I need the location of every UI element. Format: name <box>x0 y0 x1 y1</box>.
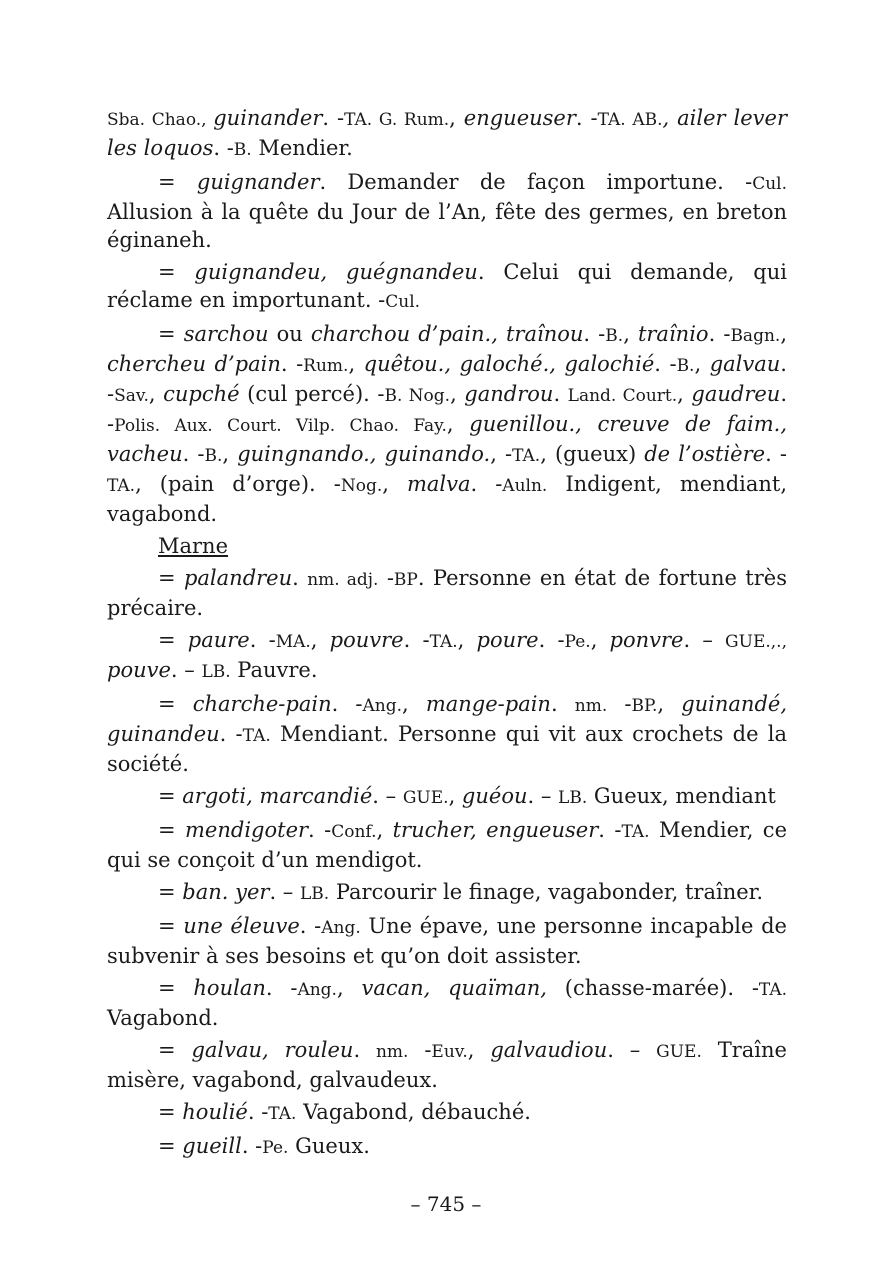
dialect-term: vacan, quaïman, <box>361 976 547 1000</box>
dialect-term: palandreu <box>183 566 293 590</box>
source-abbrev: Pe. <box>564 632 591 652</box>
text-run: . - <box>331 692 363 716</box>
source-abbrev: TA. AB. <box>597 110 663 130</box>
text-run: . Demander de façon importune. - <box>319 170 753 194</box>
text-run: Vagabond, débauché. <box>296 1100 531 1124</box>
text-run: = <box>158 260 195 284</box>
dialect-term: ban. yer <box>182 880 270 904</box>
text-run: . - <box>213 136 234 160</box>
dialect-term: guignander <box>196 170 320 194</box>
entry-paragraph <box>107 258 787 316</box>
dialect-term: galvau <box>709 352 781 376</box>
dialect-term: engueuser <box>463 106 576 130</box>
dialect-term: chercheu d’pain <box>107 352 281 376</box>
text-run: , <box>148 382 164 406</box>
text-run: , <box>336 976 362 1000</box>
source-abbrev: GUE. <box>402 788 449 808</box>
source-abbrev: GUE. <box>656 1042 702 1062</box>
source-abbrev: Polis. Aux. Court. Vilp. Chao. Fay. <box>114 416 447 436</box>
text-run: Pauvre. <box>230 658 318 682</box>
text-run: . - <box>765 442 787 466</box>
text-run: , <box>657 692 682 716</box>
text-run: . - <box>182 442 205 466</box>
text-run: = <box>158 784 183 808</box>
text-run: , <box>448 784 462 808</box>
text-run: , <box>694 352 710 376</box>
text-run: = <box>158 628 188 652</box>
text-run: Gueux, mendiant <box>587 784 776 808</box>
section-heading <box>107 532 787 560</box>
text-run: Marne <box>158 534 229 558</box>
dialect-term: charche-pain <box>192 692 332 716</box>
text-run: , <box>446 412 470 436</box>
text-run: . - <box>322 106 345 130</box>
source-abbrev: LB. <box>558 788 588 808</box>
page-body <box>107 104 787 1166</box>
dialect-term: malva <box>406 472 471 496</box>
text-run: ou <box>268 322 311 346</box>
source-abbrev: nm. adj. <box>307 570 379 590</box>
text-run: . – <box>683 628 726 652</box>
text-run: . <box>292 566 308 590</box>
source-abbrev: B. Nog. <box>384 386 451 406</box>
text-run: . – <box>170 658 202 682</box>
source-abbrev: TA. G. Rum. <box>344 110 450 130</box>
entry-paragraph <box>107 168 787 254</box>
source-abbrev: GUE.,., <box>725 632 787 652</box>
source-abbrev: TA. <box>621 822 650 842</box>
source-abbrev: Cul. <box>385 292 421 312</box>
dialect-term: trucher, engueuser <box>392 818 599 842</box>
text-run: Une épave, une personne incapable de subvenir à ses besoins et qu’on doit assister. <box>107 914 787 968</box>
text-run: . <box>550 692 575 716</box>
dialect-term: charchou d’pain., traînou <box>310 322 584 346</box>
text-run: Indigent, mendiant, vagabond. <box>107 472 788 526</box>
text-run: , <box>402 692 426 716</box>
text-run: = <box>158 818 186 842</box>
text-run: = <box>158 170 197 194</box>
dialect-term: guingnando., guinando. <box>237 442 491 466</box>
text-run: . - <box>308 818 332 842</box>
entry-paragraph <box>107 912 787 970</box>
text-run: . - <box>249 628 276 652</box>
text-run: . - <box>107 382 788 436</box>
dialect-term: galvau, rouleu <box>191 1038 354 1062</box>
source-abbrev: Land. Court. <box>567 386 678 406</box>
text-run: . - <box>470 472 503 496</box>
entry-paragraph <box>107 782 787 812</box>
text-run: . – <box>607 1038 657 1062</box>
entry-paragraph <box>107 104 787 164</box>
entry-paragraph <box>107 878 787 908</box>
text-run: Vagabond. <box>107 1006 219 1030</box>
entry-paragraph <box>107 320 787 528</box>
text-run: Mendier, ce qui se conçoit d’un mendigot. <box>107 818 787 872</box>
source-abbrev: TA. <box>512 446 541 466</box>
source-abbrev: B. <box>233 140 252 160</box>
text-run: , (gueux) <box>540 442 645 466</box>
source-abbrev: Ang. <box>297 980 337 1000</box>
text-run: = <box>158 914 184 938</box>
text-run: . <box>553 382 568 406</box>
entry-paragraph <box>107 1036 787 1094</box>
source-abbrev: Ang. <box>362 696 403 716</box>
entry-paragraph <box>107 564 787 622</box>
text-run: = <box>158 1038 192 1062</box>
text-run: . – <box>372 784 403 808</box>
text-run: = <box>158 1100 183 1124</box>
text-run: , <box>310 628 330 652</box>
entry-paragraph <box>107 690 787 778</box>
dialect-term: guinandé, guinandeu <box>107 692 788 746</box>
dialect-term: mange-pain <box>425 692 551 716</box>
text-run: . - <box>598 818 622 842</box>
text-run: . - <box>280 352 304 376</box>
text-run: . - <box>241 1134 263 1158</box>
text-run: - <box>408 1038 432 1062</box>
dialect-term: pouvre <box>329 628 404 652</box>
dialect-term: sarchou <box>183 322 269 346</box>
entry-paragraph <box>107 1132 787 1162</box>
dialect-term: de l’ostière <box>644 442 766 466</box>
dialect-term: guinander <box>213 106 323 130</box>
dialect-term: une éleuve <box>183 914 300 938</box>
source-abbrev: TA. <box>242 726 271 746</box>
text-run: . Personne en état de fortune très précaire. <box>107 566 787 620</box>
text-run: = <box>158 976 194 1000</box>
text-run: . - <box>219 722 243 746</box>
entry-paragraph <box>107 816 787 874</box>
text-run: = <box>158 692 193 716</box>
source-abbrev: Rum. <box>303 356 349 376</box>
text-run: , <box>348 352 364 376</box>
text-run: , <box>590 628 610 652</box>
dialect-term: houlan <box>193 976 266 1000</box>
text-run: Gueux. <box>288 1134 370 1158</box>
dialect-term: houlié <box>182 1100 248 1124</box>
text-run: , (pain d’orge). - <box>135 472 341 496</box>
text-run: , <box>449 106 464 130</box>
dialect-term: mendigoter <box>185 818 309 842</box>
text-run: , <box>780 322 787 346</box>
text-run: (chasse-marée). - <box>546 976 759 1000</box>
source-abbrev: MA. <box>275 632 311 652</box>
text-run: . – <box>269 880 300 904</box>
source-abbrev: LB. <box>201 662 231 682</box>
dialect-term: paure <box>187 628 250 652</box>
source-abbrev: Sba. Chao., <box>107 110 214 130</box>
source-abbrev: Bagn. <box>730 326 781 346</box>
dialect-term: argoti, marcandié <box>182 784 373 808</box>
source-abbrev: Ang. <box>321 918 361 938</box>
source-abbrev: nm. <box>375 1042 409 1062</box>
source-abbrev: BP. <box>631 696 658 716</box>
source-abbrev: TA. <box>429 632 458 652</box>
text-run: , <box>450 382 465 406</box>
text-run: - <box>378 566 394 590</box>
dialect-term: guignandeu, guégnandeu <box>194 260 478 284</box>
text-run: . - <box>299 914 322 938</box>
text-run: = <box>158 322 184 346</box>
text-run: = <box>158 566 184 590</box>
source-abbrev: Nog. <box>340 476 383 496</box>
entry-paragraph <box>107 974 787 1032</box>
source-abbrev: B. <box>676 356 695 376</box>
text-run: . - <box>107 352 787 406</box>
text-run: . - <box>654 352 677 376</box>
text-run: , <box>222 442 238 466</box>
dialect-term: cupché <box>163 382 240 406</box>
entry-paragraph <box>107 1098 787 1128</box>
source-abbrev: B. <box>605 326 624 346</box>
text-run: . - <box>265 976 298 1000</box>
text-run: . - <box>538 628 565 652</box>
text-run: (cul percé). - <box>239 382 385 406</box>
text-run: . - <box>583 322 606 346</box>
text-run: , <box>376 818 393 842</box>
text-run: Parcourir le finage, vagabonder, traîner. <box>329 880 764 904</box>
text-run: , <box>457 628 477 652</box>
source-abbrev: B. <box>204 446 223 466</box>
dialect-term: gueill <box>182 1134 242 1158</box>
dialect-term: pouve <box>107 658 171 682</box>
text-run: , <box>677 382 692 406</box>
text-run: , <box>382 472 407 496</box>
text-run: , - <box>490 442 513 466</box>
text-run: . <box>353 1038 376 1062</box>
text-run: = <box>158 1134 183 1158</box>
source-abbrev: Euv. <box>431 1042 468 1062</box>
dialect-term: guéou <box>461 784 528 808</box>
entry-paragraph <box>107 626 787 686</box>
text-run: Allusion à la quête du Jour de l’An, fête des germes, en breton éginaneh. <box>107 200 787 252</box>
dialect-term: quêtou., galoché., galochié <box>363 352 655 376</box>
dialect-term: poure <box>476 628 539 652</box>
text-run: = <box>158 880 183 904</box>
dialect-term: ponvre <box>609 628 684 652</box>
dialect-term: galvaudiou <box>490 1038 608 1062</box>
text-run: Mendiant. Personne qui vit aux crochets de la société. <box>107 722 788 776</box>
text-run: . - <box>403 628 430 652</box>
text-run: . - <box>247 1100 269 1124</box>
source-abbrev: LB. <box>299 884 330 904</box>
text-run: . – <box>527 784 559 808</box>
text-run: Traîne misère, vagabond, galvaudeux. <box>107 1038 787 1092</box>
text-run: . - <box>708 322 731 346</box>
source-abbrev: Pe. <box>262 1138 289 1158</box>
source-abbrev: Auln. <box>502 476 548 496</box>
text-run: - <box>607 692 632 716</box>
text-run: . Celui qui demande, qui réclame en importunant. - <box>107 260 787 312</box>
dialect-term: gandrou <box>464 382 554 406</box>
page-number: – 745 – <box>410 1192 482 1216</box>
dialect-term: gaudreu <box>691 382 781 406</box>
source-abbrev: TA. <box>107 476 136 496</box>
text-run: , <box>623 322 638 346</box>
dialect-term: , ailer lever les loquos <box>107 106 787 160</box>
dialect-term: traînio <box>637 322 709 346</box>
text-run: . - <box>575 106 598 130</box>
source-abbrev: Conf. <box>331 822 377 842</box>
source-abbrev: Cul. <box>752 174 787 194</box>
dialect-term: guenillou., creuve de faim., vacheu <box>107 412 787 466</box>
source-abbrev: Sav. <box>114 386 149 406</box>
source-abbrev: nm. <box>574 696 608 716</box>
source-abbrev: TA. <box>268 1104 297 1124</box>
text-run: Mendier. <box>251 136 353 160</box>
source-abbrev: TA. <box>758 980 788 1000</box>
text-run: , <box>467 1038 491 1062</box>
source-abbrev: BP <box>393 570 418 590</box>
